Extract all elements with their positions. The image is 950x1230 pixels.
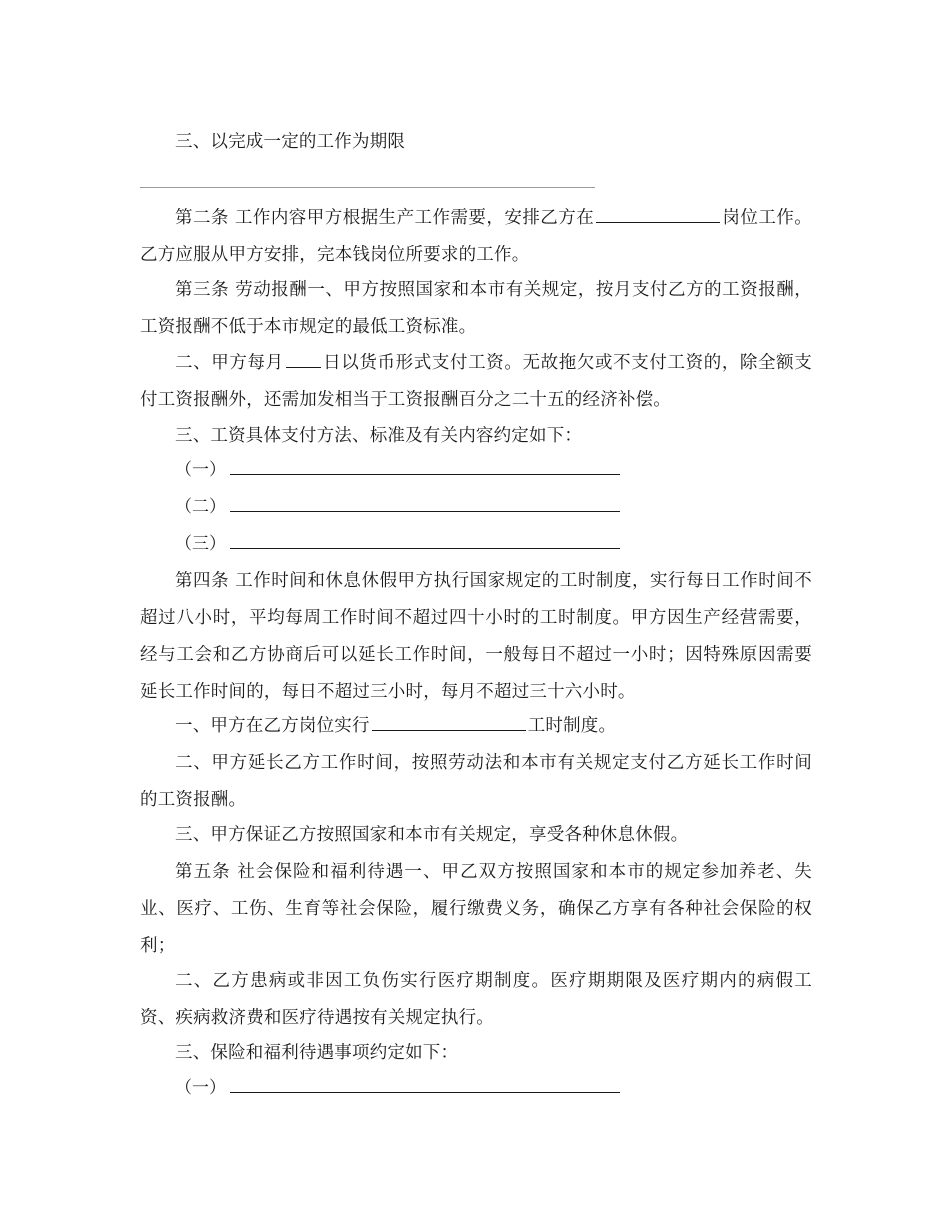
article-2-text-after: 岗位工作。乙方应服从甲方安排，完本钱岗位所要求的工作。 [140, 208, 812, 265]
work-hour-system-blank-field [372, 711, 526, 731]
article-2-text-before: 第二条 工作内容甲方根据生产工作需要，安排乙方在 [175, 208, 595, 228]
article-4-paragraph-4: 三、甲方保证乙方按照国家和本市有关规定，享受各种休息休假。 [175, 825, 689, 845]
article-3-paragraph-2 [140, 345, 812, 419]
article-3-p2-after: 日以货币形式支付工资。无故拖欠或不支付工资的，除全额支付工资报酬外，还需加发相当于工资报酬百分之二十五的经济补偿。 [140, 353, 812, 410]
article-4-paragraph-3: 二、甲方延长乙方工作时间，按照劳动法和本市有关规定支付乙方延长工作时间的工资报酬。 [140, 753, 812, 810]
wage-item-1-blank [230, 455, 620, 475]
wage-item-3: （三） [175, 529, 622, 559]
article-4-p2-after: 工时制度。 [527, 716, 617, 736]
article-2-paragraph [140, 200, 812, 274]
article-5-paragraph-1: 第五条 社会保险和福利待遇一、甲乙双方按照国家和本市的规定参加养老、失业、医疗、工伤、生育等社会保险，履行缴费义务，确保乙方享有各种社会保险的权利； [140, 862, 812, 956]
welfare-item-1: （一） [175, 1073, 622, 1103]
wage-item-1: （一） [175, 455, 622, 485]
article-3-p2-before: 二、甲方每月 [175, 353, 284, 373]
welfare-item-1-blank [230, 1073, 620, 1093]
article-5-paragraph-2: 二、乙方患病或非因工负伤实行医疗期制度。医疗期期限及医疗期内的病假工资、疾病救济费和医疗待遇按有关规定执行。 [140, 971, 812, 1028]
pay-day-blank-field [286, 348, 321, 368]
wage-item-3-blank [230, 529, 620, 549]
heading-work-period: 三、以完成一定的工作为期限 [175, 132, 406, 152]
article-3-paragraph-3: 三、工资具体支付方法、标准及有关内容约定如下： [175, 426, 583, 446]
article-3-paragraph-1: 第三条 劳动报酬一、甲方按照国家和本市有关规定，按月支付乙方的工资报酬，工资报酬不低于本市规定的最低工资标准。 [140, 280, 812, 337]
article-5-paragraph-3: 三、保险和福利待遇事项约定如下： [175, 1043, 459, 1063]
article-4-p2-before: 一、甲方在乙方岗位实行 [175, 716, 370, 736]
wage-item-2: （二） [175, 492, 622, 522]
article-4-paragraph-1: 第四条 工作时间和休息休假甲方执行国家规定的工时制度，实行每日工作时间不超过八小时，平均每周工作时间不超过四十小时的工时制度。甲方因生产经营需要，经与工会和乙方协商后可以延长工作时间，一般每日不超过一小时；因特殊原因需要延长工作时间的，每日不超过三小时，每月不超过三十六小时。 [140, 571, 812, 702]
article-4-paragraph-2 [140, 708, 812, 745]
wage-item-2-blank [230, 492, 620, 512]
divider-line [140, 187, 595, 188]
post-blank-field [596, 203, 720, 223]
